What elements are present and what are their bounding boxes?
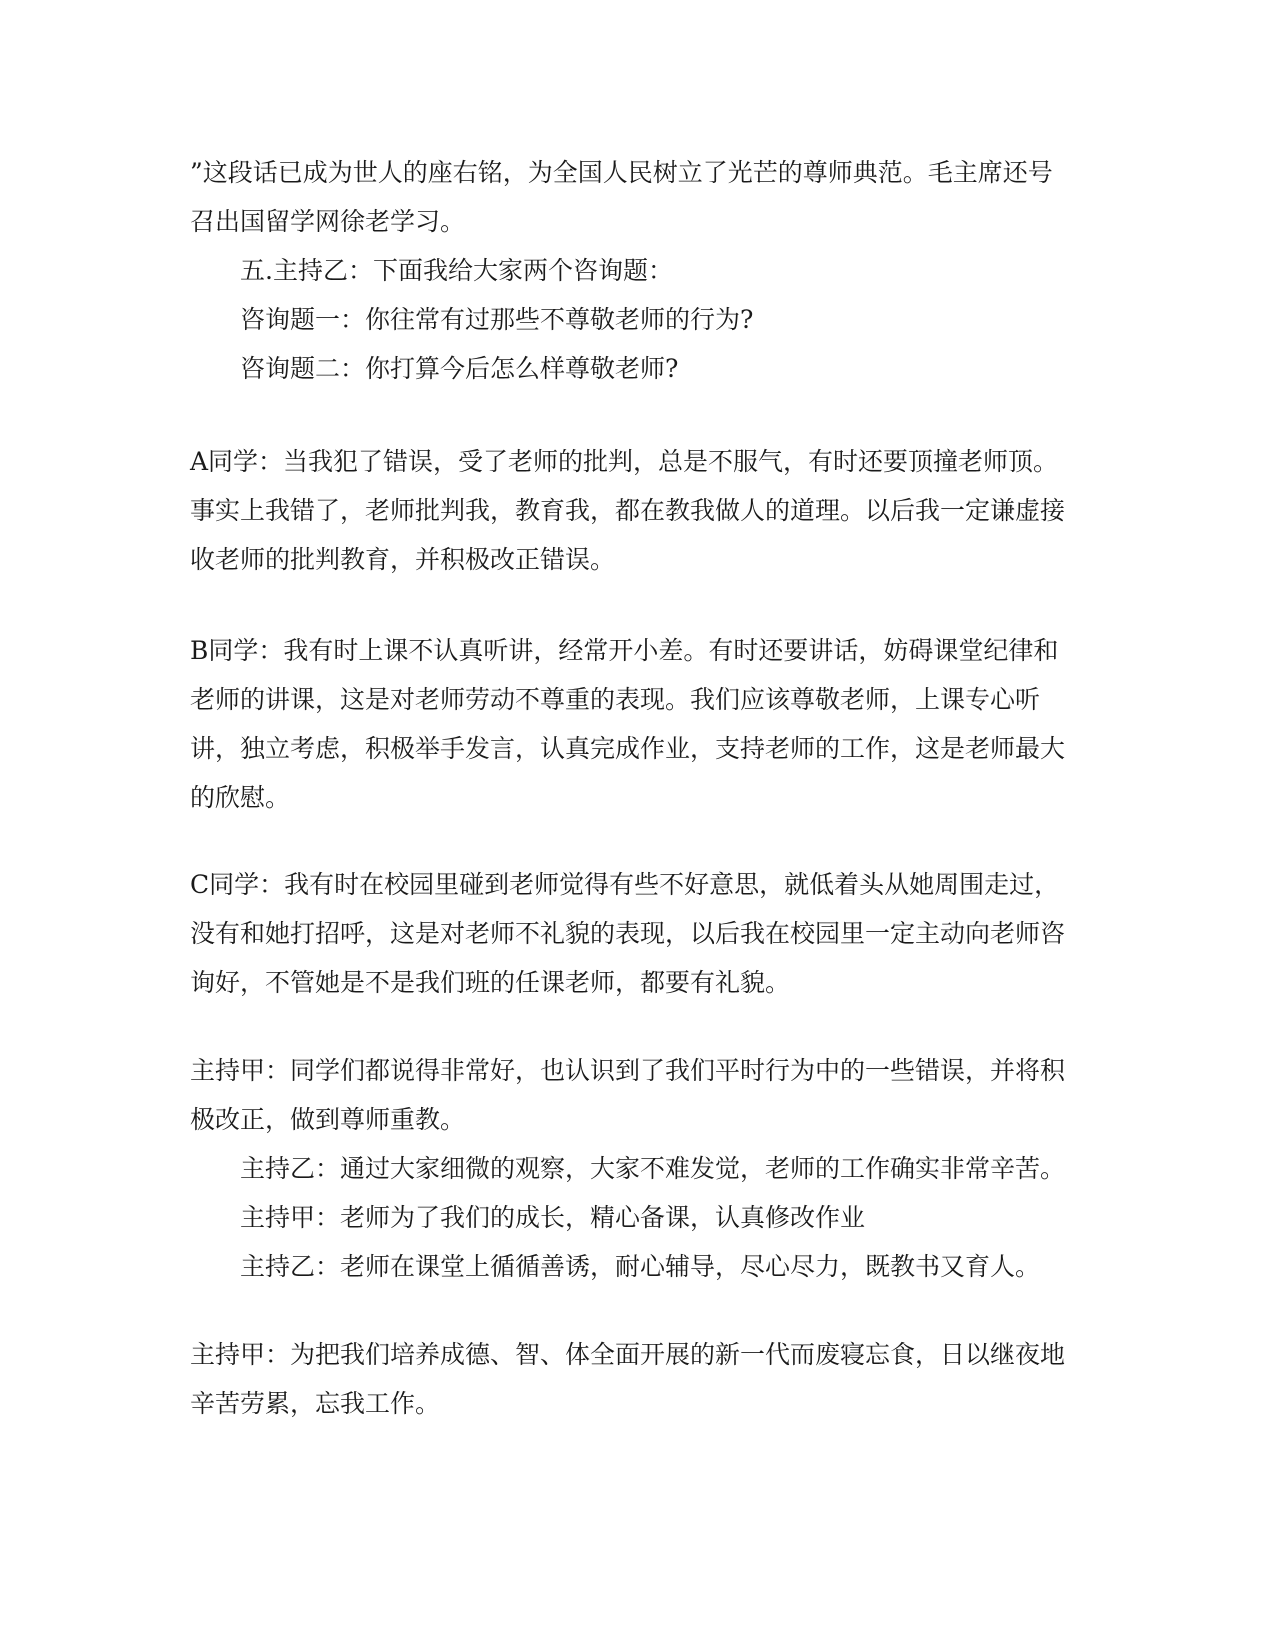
paragraph-host-a-summary: 主持甲：同学们都说得非常好，也认识到了我们平时行为中的一些错误，并将积极改正，做到尊师重教。 xyxy=(190,1056,1066,1134)
paragraph-student-b: B同学：我有时上课不认真听讲，经常开小差。有时还要讲话，妨碍课堂纪律和老师的讲课，这是对老师劳动不尊重的表现。我们应该尊敬老师，上课专心听讲，独立考虑，积极举手发言，认真完成作业，支持老师的工作，这是老师最大的欣慰。 xyxy=(190,636,1066,812)
paragraph-question-one: 咨询题一：你往常有过那些不尊敬老师的行为? xyxy=(240,305,754,334)
paragraph-host-a-preparation: 主持甲：老师为了我们的成长，精心备课，认真修改作业 xyxy=(240,1203,866,1232)
paragraph-student-a: A同学：当我犯了错误，受了老师的批判，总是不服气，有时还要顶撞老师顶。事实上我错了，老师批判我，教育我，都在教我做人的道理。以后我一定谦虚接收老师的批判教育，并积极改正错误。 xyxy=(190,447,1066,574)
paragraph-question-two: 咨询题二：你打算今后怎么样尊敬老师? xyxy=(240,354,679,383)
paragraph-host-b-teaching: 主持乙：老师在课堂上循循善诱，耐心辅导，尽心尽力，既教书又育人。 xyxy=(240,1252,1041,1281)
paragraph-host-b-intro: 五.主持乙：下面我给大家两个咨询题： xyxy=(240,256,673,285)
paragraph-host-b-observation: 主持乙：通过大家细微的观察，大家不难发觉，老师的工作确实非常辛苦。 xyxy=(240,1154,1066,1183)
paragraph-host-a-dedication: 主持甲：为把我们培养成德、智、体全面开展的新一代而废寝忘食，日以继夜地辛苦劳累，忘我工作。 xyxy=(190,1340,1066,1418)
paragraph-quote-ending: ”这段话已成为世人的座右铭，为全国人民树立了光芒的尊师典范。毛主席还号召出国留学网徐老学习。 xyxy=(190,158,1053,236)
paragraph-student-c: C同学：我有时在校园里碰到老师觉得有些不好意思，就低着头从她周围走过，没有和她打招呼，这是对老师不礼貌的表现，以后我在校园里一定主动向老师咨询好，不管她是不是我们班的任课老师，都要有礼貌。 xyxy=(190,870,1066,997)
